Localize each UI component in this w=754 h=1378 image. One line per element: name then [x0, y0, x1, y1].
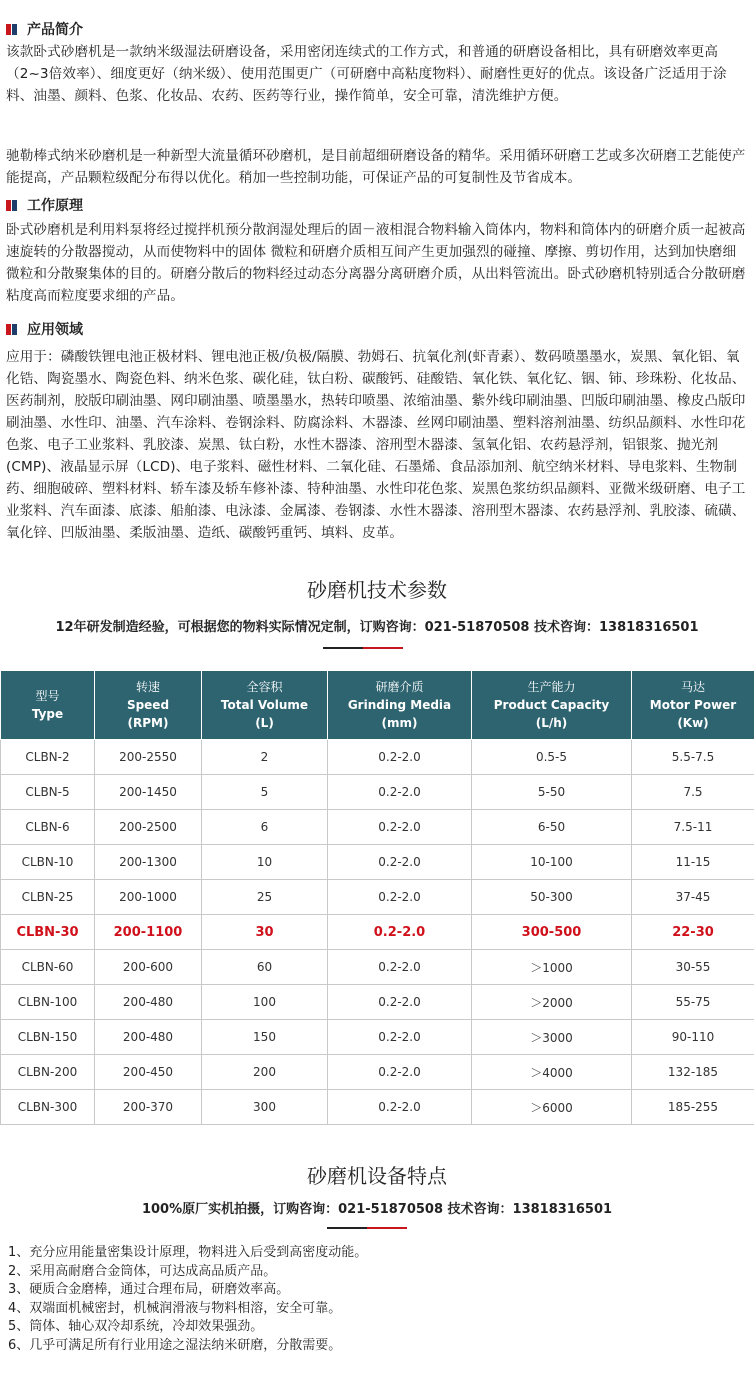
specs-column-header-en: Product Capacity	[493, 698, 610, 712]
table-cell: 0.2-2.0	[328, 880, 472, 915]
table-cell: 60	[202, 950, 328, 985]
table-cell: 0.2-2.0	[328, 740, 472, 775]
table-cell: 200-1000	[95, 880, 202, 915]
table-cell: CLBN-10	[1, 845, 95, 880]
table-cell: 185-255	[632, 1090, 754, 1125]
specs-column-header-cn: 研磨介质	[375, 680, 424, 694]
table-cell: CLBN-200	[1, 1055, 95, 1090]
specs-table	[0, 670, 754, 1125]
table-cell: 30-55	[632, 950, 754, 985]
intro-paragraph-2: 驰勒棒式纳米砂磨机是一种新型大流量循环砂磨机，是目前超细研磨设备的精华。采用循环研磨工艺或多次研磨工艺能使产能提高，产品颗粒级配分布得以优化。稍加一些控制功能，可保证产品的可复制性及节省成本。	[6, 148, 746, 186]
table-cell: CLBN-100	[1, 985, 95, 1020]
table-cell: 50-300	[472, 880, 632, 915]
intro-paragraph-1: 该款卧式砂磨机是一款纳米级湿法研磨设备，采用密闭连续式的工作方式，和普通的研磨设备相比，具有研磨效率更高（2~3倍效率）、细度更好（纳米级）、使用范围更广（可研磨中高粘度物料）、耐磨性更好的优点。该设备广泛适用于涂料、油墨、颜料、色浆、化妆品、农药、医药等行业，操作简单，安全可靠，清洗维护方便。	[6, 44, 727, 104]
table-cell: 200-450	[95, 1055, 202, 1090]
table-cell: 55-75	[632, 985, 754, 1020]
table-cell: 2	[202, 740, 328, 775]
table-cell: CLBN-25	[1, 880, 95, 915]
specs-column-header-unit: (L)	[255, 716, 274, 730]
table-cell: ＞2000	[472, 985, 632, 1020]
list-item: 6、几乎可满足所有行业用途之湿法纳米研磨，分散需要。	[8, 1337, 342, 1353]
table-cell: ＞4000	[472, 1055, 632, 1090]
specs-subtitle: 12年研发制造经验，可根据您的物料实际情况定制，订购咨询：021-51870508 技术咨询：13818316501	[55, 620, 699, 635]
specs-column-header-en: Speed	[126, 698, 170, 712]
table-cell: 100	[202, 985, 328, 1020]
table-row	[1, 1090, 754, 1125]
table-cell: 200-2550	[95, 740, 202, 775]
table-cell: 6	[202, 810, 328, 845]
table-cell: 300-500	[472, 915, 632, 950]
specs-column-header-cn: 型号	[35, 689, 60, 703]
list-item: 1、充分应用能量密集设计原理，物料进入后受到高密度动能。	[8, 1245, 368, 1260]
specs-column-header-unit: (Kw)	[677, 716, 709, 730]
heading-marker-icon	[12, 200, 17, 211]
table-cell: 0.5-5	[472, 740, 632, 775]
table-cell: 200-1300	[95, 845, 202, 880]
table-cell: 0.2-2.0	[328, 950, 472, 985]
features-divider	[327, 1227, 407, 1229]
table-cell: 7.5-11	[632, 810, 754, 845]
heading-marker-icon	[12, 24, 17, 35]
table-cell: 200-1100	[95, 915, 202, 950]
principle-heading-text: 工作原理	[27, 198, 83, 214]
application-heading	[6, 318, 83, 340]
specs-divider	[323, 647, 403, 649]
table-cell: 0.2-2.0	[328, 985, 472, 1020]
table-row	[1, 915, 754, 950]
table-cell: 132-185	[632, 1055, 754, 1090]
table-cell: ＞3000	[472, 1020, 632, 1055]
table-cell: 200	[202, 1055, 328, 1090]
table-cell: 37-45	[632, 880, 754, 915]
specs-column-header-cn: 转速	[135, 680, 160, 694]
list-item: 3、硬质合金磨棒，通过合理布局，研磨效率高。	[8, 1282, 290, 1298]
table-row	[1, 810, 754, 845]
table-cell: 5-50	[472, 775, 632, 810]
table-cell: 10-100	[472, 845, 632, 880]
table-row	[1, 845, 754, 880]
table-cell: 0.2-2.0	[328, 845, 472, 880]
table-cell: 0.2-2.0	[328, 1055, 472, 1090]
specs-column-header	[1, 671, 95, 740]
application-paragraph: 应用于：磷酸铁锂电池正极材料、锂电池正极/负极/隔膜、勃姆石、抗氧化剂(虾青素）、数码喷墨墨水，炭黑、氧化铝、氧化锆、陶瓷墨水、陶瓷色料、纳米色浆、碳化硅，钛白粉、碳酸钙、硅酸锆、氧化铁、氧化钇、铟、铈、珍珠粉、化妆品、医药制剂，胶版印刷油墨、网印刷油墨、喷墨墨水，热转印喷墨、浓缩油墨、紫外线印刷油墨、凹版印刷油墨、橡皮凸版印刷油墨、水性印、油墨、汽车涂料、卷钢涂料、防腐涂料、木器漆、丝网印刷油墨、塑料溶剂油墨、纺织品颜料、水性印花色浆、电子工业浆料、乳胶漆、炭黑、钛白粉，水性木器漆、溶刑型木器漆、氢氧化铝、农药悬浮剂，铝银浆、抛光剂(CMP)、液晶显示屏（LCD)、电子浆料、磁性材料、二氧化硅、石墨烯、食品添加剂、航空纳米材料、导电浆料、生物制药、细胞破碎、塑料材料、轿车漆及轿车修补漆、特种油墨、水性印花色浆、炭黑色浆纺织品颜料、亚微米级研磨、电子工业浆料、汽车面漆、底漆、船舶漆、电泳漆、金属漆、卷钢漆、水性木器漆、溶刑型木器漆、农药悬浮剂、乳胶漆、硫磺、氧化锌、凹版油墨、柔版油墨、造纸、碳酸钙重钙、填料、皮革。	[6, 349, 746, 541]
table-cell: 22-30	[632, 915, 754, 950]
specs-column-header-en: Total Volume	[220, 698, 309, 712]
intro-heading-text: 产品简介	[27, 22, 83, 38]
table-cell: 10	[202, 845, 328, 880]
features-title: 砂磨机设备特点	[307, 1164, 447, 1188]
table-cell: 0.2-2.0	[328, 1020, 472, 1055]
heading-marker-icon	[6, 324, 11, 335]
application-heading-text: 应用领域	[27, 322, 83, 338]
list-item: 5、筒体、轴心双冷却系统，冷却效果强劲。	[8, 1319, 264, 1335]
table-cell: CLBN-60	[1, 950, 95, 985]
list-item: 2、采用高耐磨合金筒体，可达成高品质产品。	[8, 1263, 277, 1279]
specs-title: 砂磨机技术参数	[307, 578, 447, 602]
specs-column-header-cn: 生产能力	[527, 680, 576, 694]
table-cell: CLBN-2	[1, 740, 95, 775]
table-cell: 200-2500	[95, 810, 202, 845]
table-cell: 0.2-2.0	[328, 775, 472, 810]
specs-column-header-cn: 马达	[680, 680, 705, 694]
specs-column-header-unit: (L/h)	[535, 716, 568, 730]
principle-heading	[6, 194, 83, 216]
table-cell: ＞6000	[472, 1090, 632, 1125]
specs-column-header	[202, 671, 328, 740]
table-cell: 150	[202, 1020, 328, 1055]
table-cell: 0.2-2.0	[328, 1090, 472, 1125]
heading-marker-icon	[6, 200, 11, 211]
specs-column-header-en: Type	[31, 707, 64, 721]
table-cell: 25	[202, 880, 328, 915]
heading-marker-icon	[12, 324, 17, 335]
table-cell: CLBN-300	[1, 1090, 95, 1125]
table-cell: 90-110	[632, 1020, 754, 1055]
heading-marker-icon	[6, 24, 11, 35]
table-cell: 200-600	[95, 950, 202, 985]
specs-column-header	[328, 671, 472, 740]
table-row	[1, 775, 754, 810]
table-cell: 11-15	[632, 845, 754, 880]
table-row	[1, 985, 754, 1020]
table-cell: 200-370	[95, 1090, 202, 1125]
specs-column-header-en: Grinding Media	[347, 698, 452, 712]
table-cell: 6-50	[472, 810, 632, 845]
table-row	[1, 1055, 754, 1090]
specs-table-header	[1, 671, 754, 740]
table-cell: 200-480	[95, 1020, 202, 1055]
table-cell: 300	[202, 1090, 328, 1125]
table-cell: ＞1000	[472, 950, 632, 985]
specs-column-header-unit: (mm)	[381, 716, 418, 730]
features-list	[8, 1244, 748, 1356]
features-subtitle: 100%原厂实机拍摄，订购咨询：021-51870508 技术咨询：13818316501	[141, 1202, 613, 1217]
table-cell: 200-480	[95, 985, 202, 1020]
table-cell: 200-1450	[95, 775, 202, 810]
principle-paragraph: 卧式砂磨机是利用料泵将经过搅拌机预分散润湿处理后的固－液相混合物料输入筒体内，物料和筒体内的研磨介质一起被高速旋转的分散器搅动，从而使物料中的固体 微粒和研磨介质相互间产生更加强烈的碰撞、摩擦、剪切作用，达到加快磨细微粒和分散聚集体的目的。研磨分散后的物料经过动态分离器分离研磨介质，从出料管流出。卧式砂磨机特别适合分散研磨粘度高而粒度要求细的产品。	[6, 222, 746, 304]
specs-column-header	[472, 671, 632, 740]
specs-column-header-unit: (RPM)	[127, 716, 169, 730]
specs-column-header-cn: 全容积	[246, 680, 283, 694]
specs-column-header	[632, 671, 754, 740]
list-item: 4、双端面机械密封，机械润滑液与物料相溶，安全可靠。	[8, 1300, 342, 1316]
table-row	[1, 950, 754, 985]
table-row	[1, 1020, 754, 1055]
table-cell: CLBN-5	[1, 775, 95, 810]
table-cell: 0.2-2.0	[328, 915, 472, 950]
table-cell: 30	[202, 915, 328, 950]
specs-column-header	[95, 671, 202, 740]
table-cell: CLBN-150	[1, 1020, 95, 1055]
table-cell: CLBN-6	[1, 810, 95, 845]
table-cell: 5	[202, 775, 328, 810]
table-cell: CLBN-30	[1, 915, 95, 950]
table-row	[1, 740, 754, 775]
table-cell: 5.5-7.5	[632, 740, 754, 775]
table-cell: 0.2-2.0	[328, 810, 472, 845]
intro-heading	[6, 18, 83, 40]
table-cell: 7.5	[632, 775, 754, 810]
table-row	[1, 880, 754, 915]
specs-column-header-en: Motor Power	[649, 698, 737, 712]
